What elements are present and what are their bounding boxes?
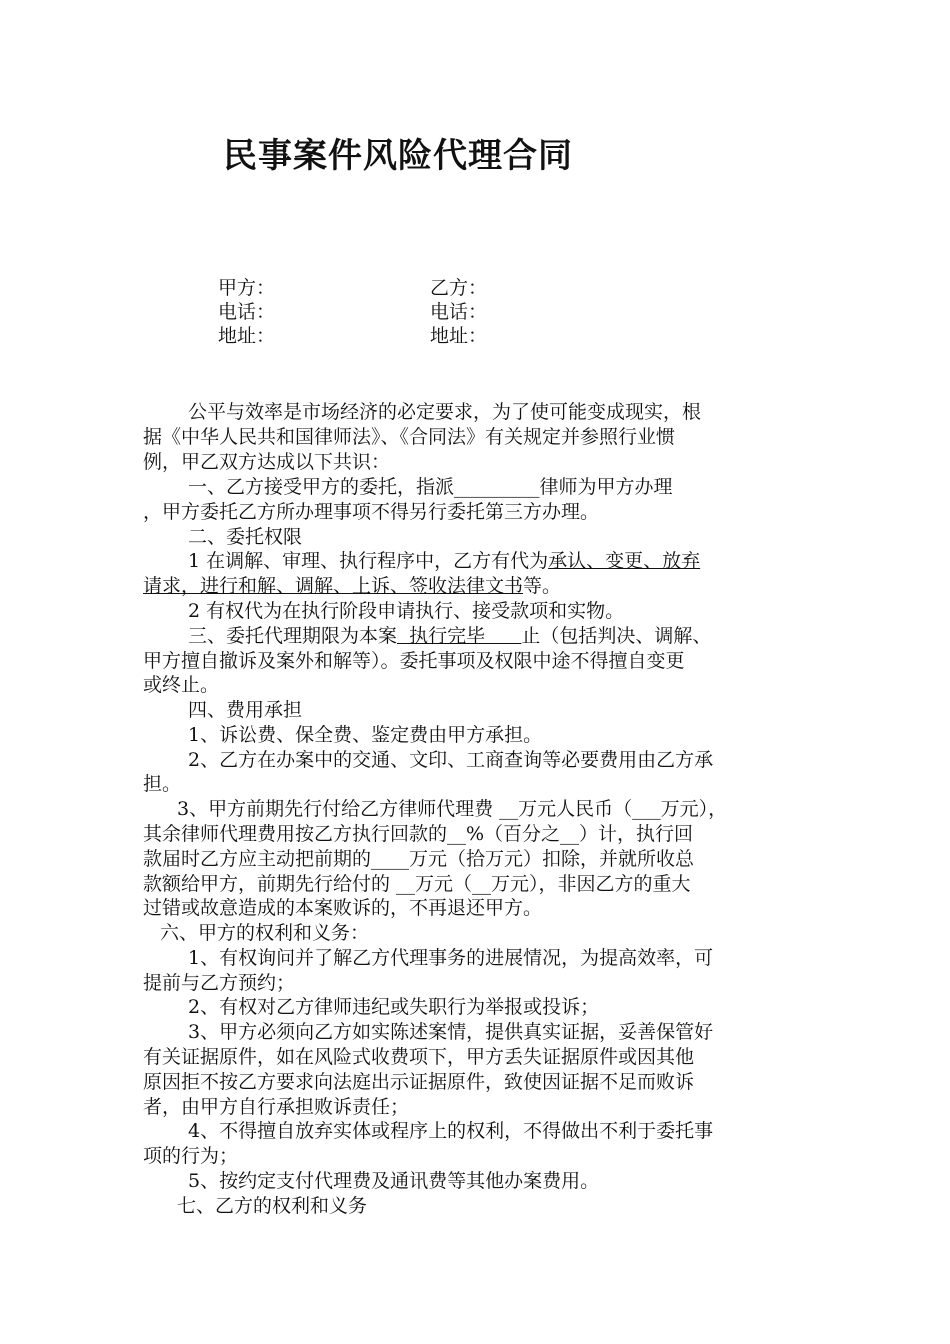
text-line: 5、按约定支付代理费及通讯费等其他办案费用。	[188, 1170, 600, 1192]
text-line: 2 有权代为在执行阶段申请执行、接受款项和实物。	[188, 600, 625, 622]
text-segment: 三、委托代理期限为本案	[188, 625, 398, 647]
text-line: 项的行为；	[143, 1145, 239, 1167]
text-line	[143, 549, 858, 573]
text-line: 其余律师代理费用按乙方执行回款的__%（百分之__）计，执行回	[143, 823, 694, 845]
section-heading: 六、甲方的权利和义务：	[160, 922, 370, 944]
text-line: 款届时乙方应主动把前期的____万元（拾万元）扣除，并就所收总	[143, 848, 695, 870]
party-b-address-label: 地址：	[430, 325, 488, 347]
text-line: 3、甲方必须向乙方如实陈述案情，提供真实证据，妥善保管好	[188, 1021, 714, 1043]
section-heading: 七、乙方的权利和义务	[177, 1195, 368, 1217]
text-line: 4、不得擅自放弃实体或程序上的权利，不得做出不利于委托事	[188, 1120, 714, 1142]
underlined-text: 执行完毕	[397, 625, 522, 647]
party-a-phone-label: 电话：	[218, 301, 276, 323]
text-line: 或终止。	[143, 674, 220, 696]
text-line: 有关证据原件，如在风险式收费项下，甲方丢失证据原件或因其他	[143, 1046, 695, 1068]
text-line: 1、有权询问并了解乙方代理事务的进展情况，为提高效率，可	[188, 947, 714, 969]
text-line: 据《中华人民共和国律师法》、《合同法》有关规定并参照行业惯	[143, 426, 676, 448]
party-b-phone-label: 电话：	[430, 301, 488, 323]
document-title: 民事案件风险代理合同	[223, 136, 573, 176]
underlined-text: 承认、变更、放弃	[548, 550, 701, 572]
text-segment: 1 在调解、审理、执行程序中，乙方有代为	[188, 550, 549, 572]
text-line	[143, 574, 813, 598]
text-line: 例，甲乙双方达成以下共识：	[143, 451, 391, 473]
party-a-address-label: 地址：	[218, 325, 276, 347]
text-line: 过错或故意造成的本案败诉的，不再退还甲方。	[143, 897, 543, 919]
party-a-block	[218, 276, 275, 348]
section-heading: 二、委托权限	[188, 526, 303, 548]
text-line: 甲方擅自撤诉及案外和解等）。委托事项及权限中途不得擅自变更	[143, 650, 685, 672]
text-line: 原因拒不按乙方要求向法庭出示证据原件，致使因证据不足而败诉	[143, 1071, 695, 1093]
underlined-text: 请求，进行和解、调解、上诉、签收法律文书	[143, 575, 524, 597]
text-line: 款额给甲方，前期先行给付的 __万元（__万元），非因乙方的重大	[143, 873, 691, 895]
party-b-name-label: 乙方：	[430, 277, 488, 299]
text-line: 者，由甲方自行承担败诉责任；	[143, 1096, 410, 1118]
text-line: 2、乙方在办案中的交通、文印、工商查询等必要费用由乙方承	[188, 749, 714, 771]
text-line	[143, 624, 858, 648]
text-line: 3、甲方前期先行付给乙方律师代理费 __万元人民币（___万元），	[177, 798, 728, 820]
underlined-blank: _________	[454, 476, 540, 498]
text-line: ，甲方委托乙方所办理事项不得另行委托第三方办理。	[143, 501, 600, 523]
text-line: 担。	[143, 773, 182, 795]
text-segment: 等。	[523, 575, 562, 597]
text-line: 提前与乙方预约；	[143, 972, 296, 994]
text-line: 1、诉讼费、保全费、鉴定费由甲方承担。	[188, 724, 543, 746]
section-heading: 四、费用承担	[188, 699, 303, 721]
text-line: 2、有权对乙方律师违纪或失职行为举报或投诉；	[188, 996, 600, 1018]
text-segment: 律师为甲方办理	[539, 476, 673, 498]
text-line	[143, 475, 858, 499]
text-line: 公平与效率是市场经济的必定要求，为了使可能变成现实，根	[188, 401, 702, 423]
party-a-name-label: 甲方：	[218, 277, 276, 299]
party-b-block	[430, 276, 487, 348]
text-segment: 止（包括判决、调解、	[521, 625, 712, 647]
text-segment: 一、乙方接受甲方的委托，指派	[188, 476, 455, 498]
